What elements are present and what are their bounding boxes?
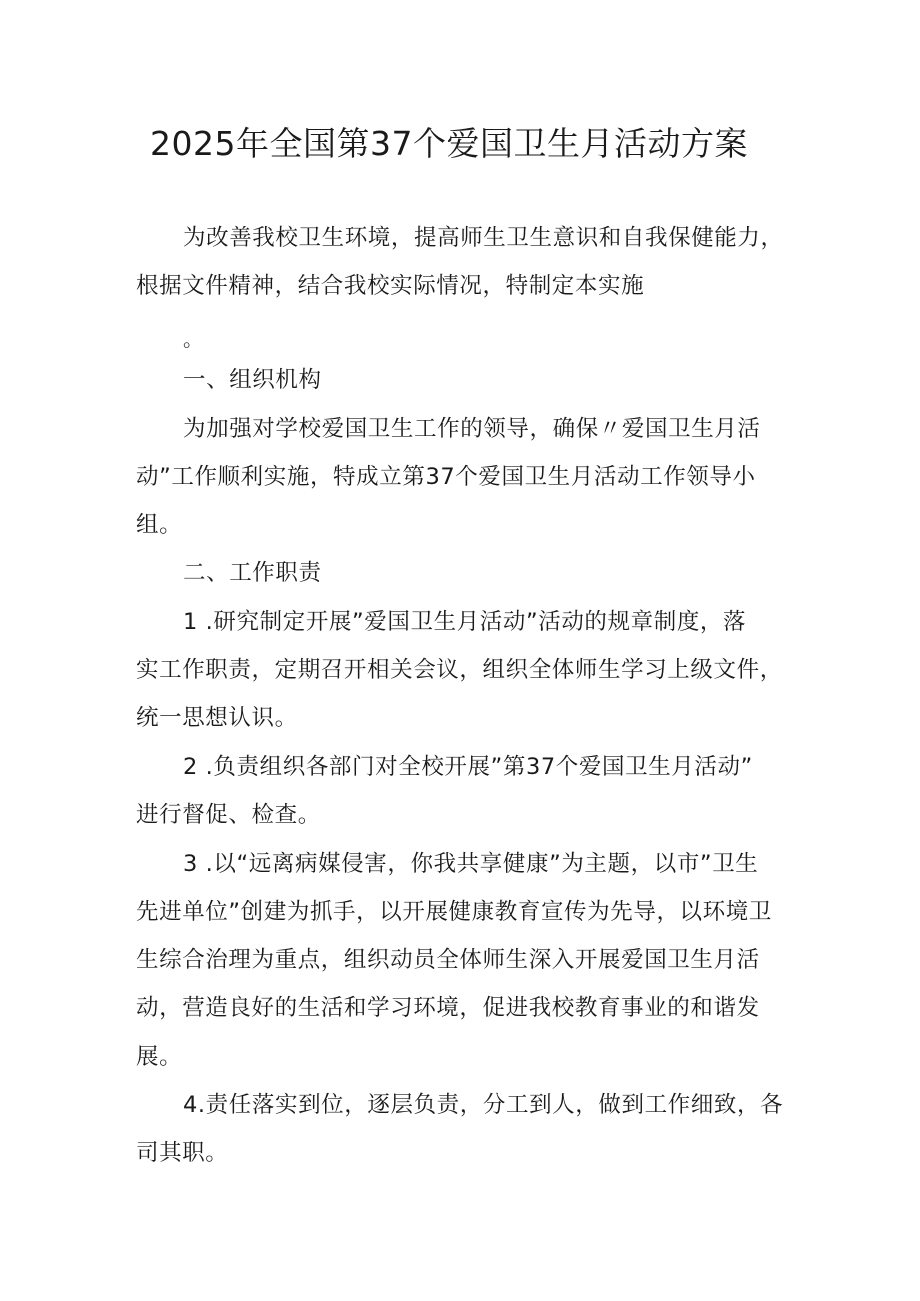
intro-line-2: 根据文件精神，结合我校实际情况，特制定本实施 (136, 273, 645, 299)
duty-4-line-2: 司其职。 (136, 1140, 229, 1166)
duty-1-line-2: 实工作职责，定期召开相关会议，组织全体师生学习上级文件， (136, 657, 783, 683)
duty-1-line-1: 1 .研究制定开展”爱国卫生月活动”活动的规章制度，落 (183, 609, 747, 635)
duty-2-line-1: 2 .负责组织各部门对全校开展”第37个爱国卫生月活动” (183, 754, 753, 780)
organization-line-2: 动”工作顺利实施，特成立第37个爱国卫生月活动工作领导小 (136, 464, 756, 490)
section-heading-duties: 二、工作职责 (183, 560, 322, 586)
organization-line-3: 组。 (136, 512, 183, 538)
duty-4-line-1: 4.责任落实到位，逐层负责，分工到人，做到工作细致，各 (183, 1092, 784, 1118)
organization-line-1: 为加强对学校爱国卫生工作的领导，确保〃爱国卫生月活 (183, 416, 761, 442)
duty-3-line-1: 3 .以“远离病媒侵害，你我共享健康”为主题，以市”卫生 (183, 851, 759, 877)
duty-3-line-3: 生综合治理为重点，组织动员全体师生深入开展爱国卫生月活 (136, 947, 760, 973)
section-heading-organization: 一、组织机构 (183, 367, 322, 393)
duty-1-line-3: 统一思想认识。 (136, 705, 298, 731)
duty-3-line-2: 先进单位”创建为抓手，以开展健康教育宣传为先导，以环境卫 (136, 899, 772, 925)
duty-3-line-5: 展。 (136, 1044, 183, 1070)
duty-2-line-2: 进行督促、检查。 (136, 802, 321, 828)
document-title: 2025年全国第37个爱国卫生月活动方案 (150, 124, 748, 163)
intro-line-3: 。 (183, 327, 204, 351)
intro-line-1: 为改善我校卫生环境，提高师生卫生意识和自我保健能力， (183, 225, 784, 251)
duty-3-line-4: 动，营造良好的生活和学习环境，促进我校教育事业的和谐发 (136, 995, 760, 1021)
